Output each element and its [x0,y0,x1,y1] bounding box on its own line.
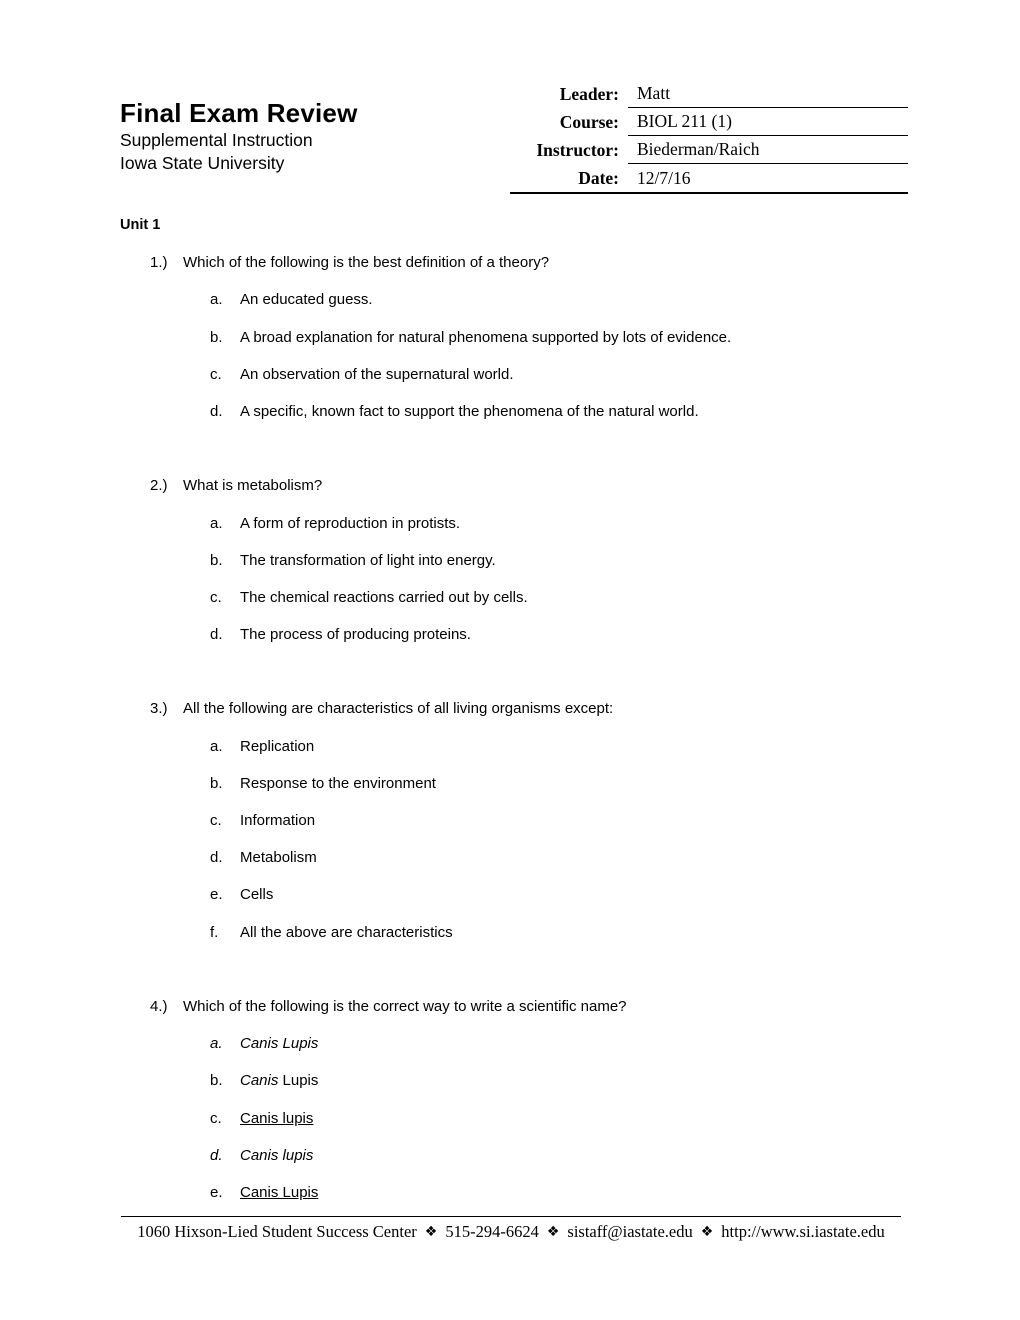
option-letter: e. [210,1183,223,1201]
question-4-option-c [120,1109,930,1146]
question-2-option-b [120,551,930,588]
option-letter: a. [210,291,223,309]
option-letter: b. [210,774,223,792]
worksheet-body [120,216,930,1220]
option-text-genus: Canis [240,1072,279,1090]
option-letter: e. [210,886,223,904]
course-label: Course: [559,112,619,132]
option-letter: a. [210,514,223,532]
question-3-option-d [120,848,930,885]
question-4-number: 4.) [150,997,168,1015]
option-text: Cells [240,886,274,904]
question-3-option-c [120,811,930,848]
info-row-leader [510,80,908,108]
info-row-course [510,108,908,136]
option-letter: c. [210,812,222,829]
option-text: Replication [240,737,315,755]
question-4-text: Which of the following is the correct way to write a scientific name? [183,997,627,1015]
blank-line [120,439,930,476]
page-footer [121,1216,901,1242]
option-text-species: Lupis [278,1072,319,1090]
option-letter: a. [210,737,223,755]
question-1-option-d [120,402,930,439]
footer-email: sistaff@iastate.edu [567,1222,693,1241]
instructor-label: Instructor: [536,140,619,160]
diamond-separator-icon: ❖ [700,1224,714,1240]
question-2 [120,476,930,513]
option-letter: b. [210,551,223,569]
diamond-separator-icon: ❖ [546,1224,560,1240]
option-text: Information [240,812,316,829]
question-2-option-a [120,514,930,551]
option-text-scientific-name: Canis lupis [240,1146,314,1164]
question-2-option-c [120,588,930,625]
question-1-text: Which of the following is the best definition of a theory? [183,254,550,272]
date-value: 12/7/16 [637,168,691,188]
option-letter: b. [210,328,223,346]
option-text: A specific, known fact to support the phenomena of the natural world. [240,402,699,420]
option-letter: d. [210,626,223,644]
subtitle-supplemental-instruction: Supplemental Instruction [120,130,313,150]
question-1-option-c [120,365,930,402]
subtitle-university: Iowa State University [120,153,285,173]
diamond-separator-icon: ❖ [424,1224,438,1240]
question-2-text: What is metabolism? [183,477,323,495]
instructor-value: Biederman/Raich [628,139,908,164]
question-3-option-e [120,885,930,922]
date-label: Date: [578,168,619,188]
footer-address: 1060 Hixson-Lied Student Success Center [137,1222,417,1241]
question-3-option-a [120,737,930,774]
course-value: BIOL 211 (1) [628,111,908,136]
option-text: A broad explanation for natural phenomena supported by lots of evidence. [240,328,732,346]
question-1-number: 1.) [150,254,168,272]
question-4-option-a [120,1034,930,1071]
option-letter: d. [210,849,223,867]
question-4 [120,997,930,1034]
question-4-option-e [120,1183,930,1220]
option-letter: f. [210,923,219,941]
leader-label: Leader: [559,84,619,104]
question-1 [120,253,930,290]
option-text: The transformation of light into energy. [240,551,496,569]
option-text: All the above are characteristics [240,923,453,941]
blank-line [120,960,930,997]
leader-value: Matt [628,83,908,108]
question-1-option-b [120,328,930,365]
header-title-block [120,98,358,175]
option-text: Metabolism [240,849,317,867]
option-text: A form of reproduction in protists. [240,514,461,532]
option-text-scientific-name: Canis lupis [240,1109,314,1127]
footer-phone: 515-294-6624 [445,1222,539,1241]
question-2-option-d [120,625,930,662]
question-4-option-d [120,1146,930,1183]
unit-heading: Unit 1 [120,217,161,233]
option-letter: d. [210,402,223,420]
document-title: Final Exam Review [120,98,358,128]
question-3 [120,699,930,736]
question-3-text: All the following are characteristics of all living organisms except: [183,700,614,718]
option-letter: a. [210,1035,223,1053]
question-3-option-b [120,774,930,811]
option-letter: b. [210,1072,223,1090]
option-text: Response to the environment [240,774,436,792]
question-1-option-a [120,290,930,327]
option-text: The chemical reactions carried out by cells. [240,588,528,606]
option-letter: c. [210,1109,222,1127]
info-row-instructor [510,136,908,164]
option-letter: c. [210,365,222,383]
option-text: An educated guess. [240,291,373,309]
session-info-table [510,80,908,194]
blank-line [120,662,930,699]
option-text-scientific-name: Canis Lupis [240,1183,319,1201]
info-row-date [510,164,908,192]
question-3-number: 3.) [150,700,168,718]
option-text: The process of producing proteins. [240,626,471,644]
option-letter: c. [210,588,222,606]
question-2-number: 2.) [150,477,168,495]
option-letter: d. [210,1146,223,1164]
footer-url: http://www.si.iastate.edu [721,1222,885,1241]
option-text: An observation of the supernatural world. [240,365,514,383]
question-4-option-b [120,1071,930,1108]
option-text-scientific-name: Canis Lupis [240,1035,319,1053]
question-3-option-f [120,923,930,960]
